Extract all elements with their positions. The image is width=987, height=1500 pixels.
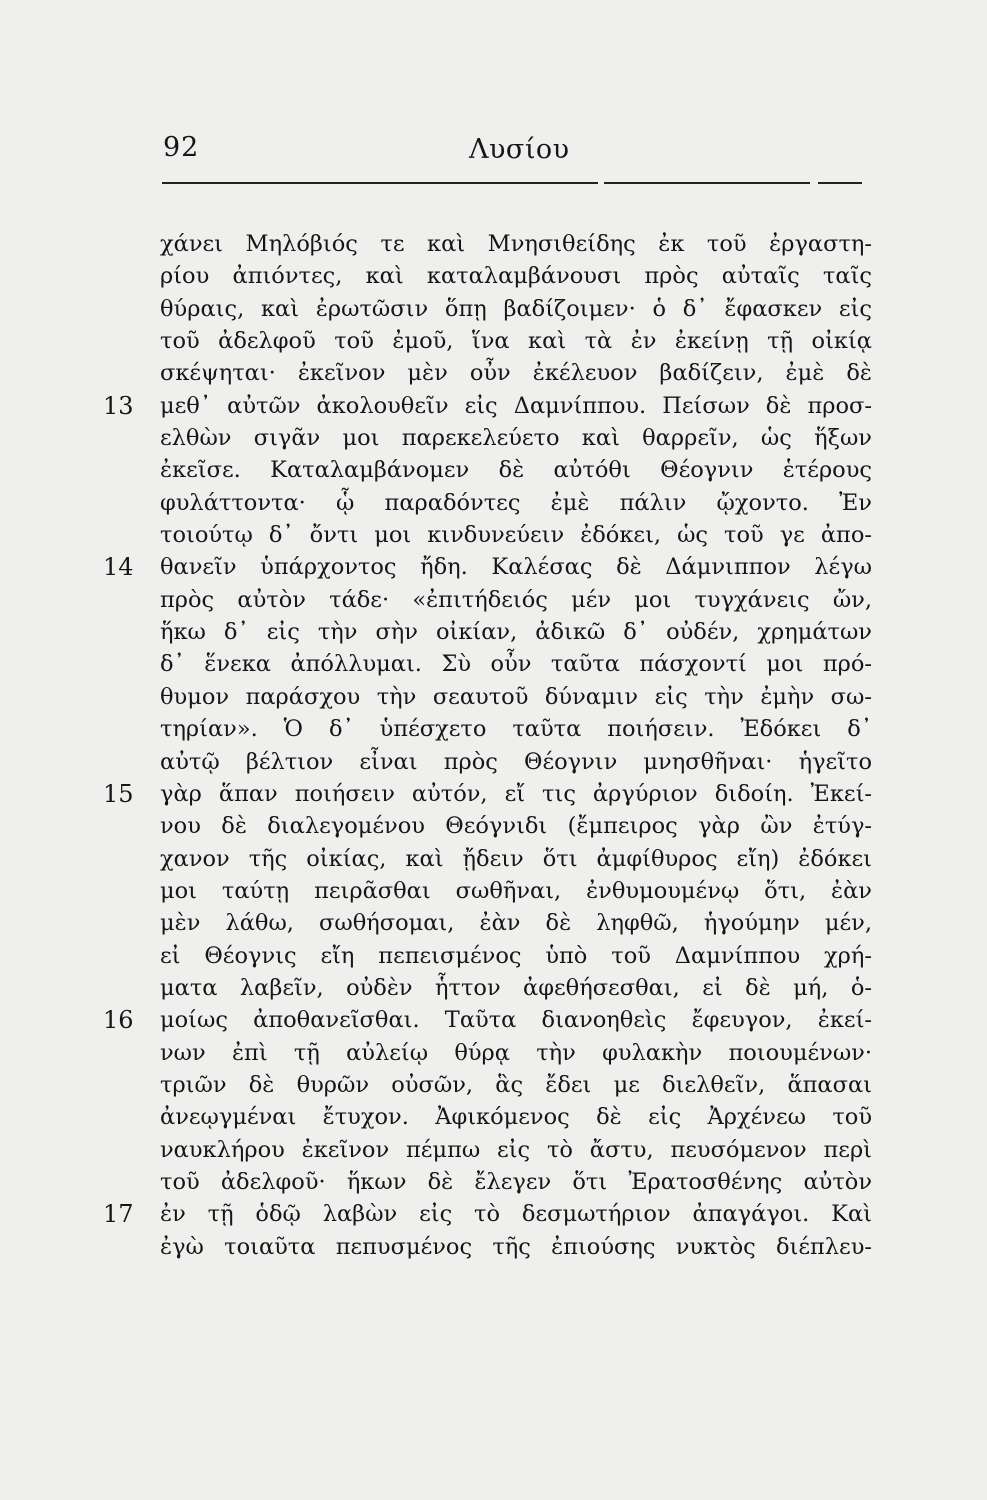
text-line bbox=[160, 584, 872, 616]
text-line bbox=[103, 551, 872, 583]
text-line bbox=[160, 1166, 872, 1198]
section-number: 13 bbox=[103, 391, 134, 420]
line-text: ελθὼν σιγᾶν μοι παρεκελεύετο καὶ θαρρεῖν, ὡς ἥξων bbox=[160, 425, 872, 452]
line-text: δ᾽ ἕνεκα ἀπόλλυμαι. Σὺ οὖν ταῦτα πάσχοντί μοι πρό- bbox=[160, 651, 872, 678]
line-text: θυμον παράσχου τὴν σεαυτοῦ δύναμιν εἰς τὴν ἐμὴν σω- bbox=[160, 683, 872, 710]
line-text: ρίου ἀπιόντες, καὶ καταλαμβάνουσι πρὸς αὐταῖς ταῖς bbox=[160, 263, 872, 290]
text-line bbox=[160, 907, 872, 939]
text-line bbox=[160, 1101, 872, 1133]
line-text: μοίως ἀποθανεῖσθαι. Ταῦτα διανοηθεὶς ἔφευγον, ἐκεί- bbox=[160, 1007, 872, 1034]
text-line bbox=[103, 390, 872, 422]
line-text: νων ἐπὶ τῇ αὐλείῳ θύρᾳ τὴν φυλακὴν ποιουμένων· bbox=[160, 1039, 872, 1066]
text-line bbox=[160, 843, 872, 875]
text-line bbox=[160, 681, 872, 713]
line-text: ἐγὼ τοιαῦτα πεπυσμένος τῆς ἐπιούσης νυκτὸς διέπλευ- bbox=[160, 1233, 872, 1260]
running-head: Λυσίου bbox=[469, 134, 570, 165]
text-line bbox=[160, 422, 872, 454]
text-line bbox=[160, 1069, 872, 1101]
text-line bbox=[160, 260, 872, 292]
text-line bbox=[160, 293, 872, 325]
text-line bbox=[160, 1037, 872, 1069]
text-line bbox=[160, 1231, 872, 1263]
line-text: τηρίαν». Ὁ δ᾽ ὑπέσχετο ταῦτα ποιήσειν. Ἐδόκει δ᾽ bbox=[160, 716, 872, 743]
section-number: 16 bbox=[103, 1006, 134, 1035]
line-text: τοῦ ἀδελφοῦ· ἥκων δὲ ἔλεγεν ὅτι Ἐρατοσθένης αὐτὸν bbox=[160, 1168, 872, 1195]
line-text: τοῦ ἀδελφοῦ τοῦ ἐμοῦ, ἵνα καὶ τὰ ἐν ἐκείνῃ τῇ οἰκίᾳ bbox=[160, 328, 872, 355]
text-line bbox=[160, 228, 872, 260]
text-line bbox=[160, 357, 872, 389]
text-line bbox=[160, 875, 872, 907]
text-line bbox=[103, 1004, 872, 1036]
line-text: εἰ Θέογνις εἴη πεπεισμένος ὑπὸ τοῦ Δαμνίππου χρή- bbox=[160, 942, 872, 969]
text-line bbox=[103, 1198, 872, 1230]
line-text: θανεῖν ὑπάρχοντος ἤδη. Καλέσας δὲ Δάμνιππον λέγω bbox=[160, 554, 872, 581]
line-text: τριῶν δὲ θυρῶν οὐσῶν, ἃς ἔδει με διελθεῖν, ἅπασαι bbox=[160, 1071, 872, 1098]
line-text: θύραις, καὶ ἐρωτῶσιν ὅπῃ βαδίζοιμεν· ὁ δ᾽ ἔφασκεν εἰς bbox=[160, 295, 872, 322]
text-line bbox=[160, 519, 872, 551]
page-number: 92 bbox=[163, 132, 200, 163]
text-line bbox=[160, 454, 872, 486]
line-text: τοιούτῳ δ᾽ ὄντι μοι κινδυνεύειν ἐδόκει, ὡς τοῦ γε ἀπο- bbox=[160, 522, 872, 549]
line-text: γὰρ ἅπαν ποιήσειν αὐτόν, εἴ τις ἀργύριον διδοίη. Ἐκεί- bbox=[160, 780, 872, 807]
text-line bbox=[160, 1134, 872, 1166]
text-line bbox=[160, 746, 872, 778]
line-text: ἐκεῖσε. Καταλαμβάνομεν δὲ αὐτόθι Θέογνιν ἑτέρους bbox=[160, 457, 872, 484]
line-text: χανον τῆς οἰκίας, καὶ ᾔδειν ὅτι ἀμφίθυρος εἴη) ἐδόκει bbox=[160, 845, 872, 872]
line-text: ἀνεῳγμέναι ἔτυχον. Ἀφικόμενος δὲ εἰς Ἀρχένεω τοῦ bbox=[160, 1104, 872, 1131]
line-text: ματα λαβεῖν, οὐδὲν ἧττον ἀφεθήσεσθαι, εἰ δὲ μή, ὁ- bbox=[160, 974, 872, 1001]
header-rule-gap bbox=[598, 180, 604, 186]
section-number: 15 bbox=[103, 779, 134, 808]
body-text bbox=[103, 228, 872, 1263]
header-rule bbox=[162, 182, 862, 184]
line-text: ἐν τῇ ὁδῷ λαβὼν εἰς τὸ δεσμωτήριον ἀπαγάγοι. Καὶ bbox=[160, 1201, 872, 1228]
header-rule-gap bbox=[810, 180, 818, 186]
text-line bbox=[160, 616, 872, 648]
text-line bbox=[160, 325, 872, 357]
line-text: αὐτῷ βέλτιον εἶναι πρὸς Θέογνιν μνησθῆναι· ἡγεῖτο bbox=[160, 748, 872, 775]
line-text: ναυκλήρου ἐκεῖνον πέμπω εἰς τὸ ἄστυ, πευσόμενον περὶ bbox=[160, 1136, 872, 1163]
section-number: 17 bbox=[103, 1200, 134, 1229]
line-text: πρὸς αὐτὸν τάδε· «ἐπιτήδειός μέν μοι τυγχάνεις ὤν, bbox=[160, 586, 872, 613]
text-line bbox=[160, 487, 872, 519]
line-text: νου δὲ διαλεγομένου Θεόγνιδι (ἔμπειρος γὰρ ὢν ἐτύγ- bbox=[160, 813, 872, 840]
line-text: σκέψηται· ἐκεῖνον μὲν οὖν ἐκέλευον βαδίζειν, ἐμὲ δὲ bbox=[160, 360, 872, 387]
text-line bbox=[103, 778, 872, 810]
line-text: μὲν λάθω, σωθήσομαι, ἐὰν δὲ ληφθῶ, ἡγούμην μέν, bbox=[160, 910, 872, 937]
text-line bbox=[160, 972, 872, 1004]
text-line bbox=[160, 810, 872, 842]
line-text: μεθ᾽ αὐτῶν ἀκολουθεῖν εἰς Δαμνίππου. Πείσων δὲ προσ- bbox=[160, 392, 872, 419]
line-text: ἥκω δ᾽ εἰς τὴν σὴν οἰκίαν, ἀδικῶ δ᾽ οὐδέν, χρημάτων bbox=[160, 619, 872, 646]
line-text: φυλάττοντα· ᾧ παραδόντες ἐμὲ πάλιν ᾤχοντο. Ἐν bbox=[160, 489, 872, 516]
line-text: χάνει Μηλόβιός τε καὶ Μνησιθείδης ἐκ τοῦ ἐργαστη- bbox=[160, 231, 872, 257]
text-line bbox=[160, 713, 872, 745]
section-number: 14 bbox=[103, 553, 134, 582]
text-line bbox=[160, 940, 872, 972]
line-text: μοι ταύτῃ πειρᾶσθαι σωθῆναι, ἐνθυμουμένῳ ὅτι, ἐὰν bbox=[160, 877, 872, 904]
text-line bbox=[160, 648, 872, 680]
